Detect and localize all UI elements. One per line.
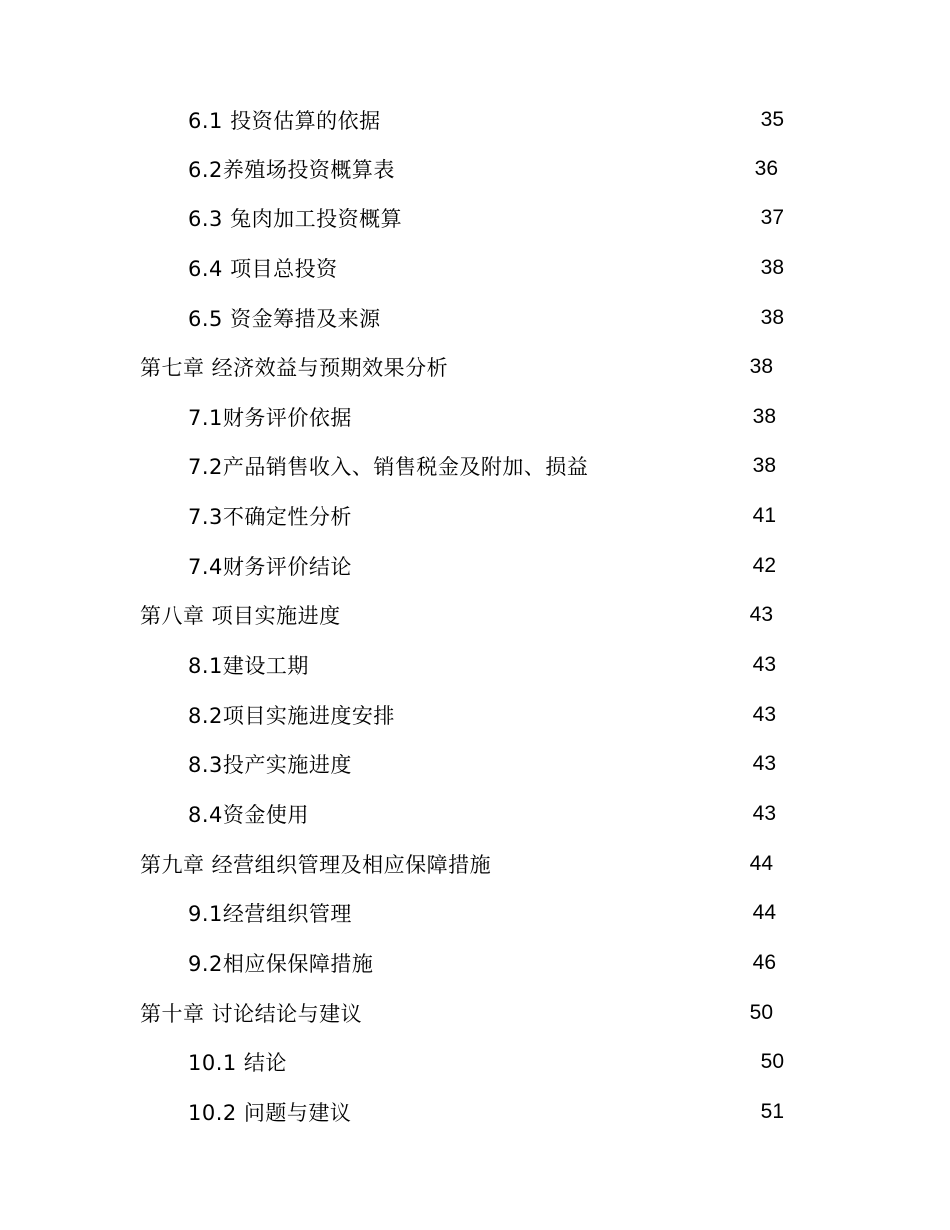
toc-entry-6-1[interactable] — [188, 100, 784, 140]
toc-entry-title: 第九章 经营组织管理及相应保障措施 — [140, 853, 492, 877]
toc-dot-leader — [364, 993, 748, 1033]
toc-dot-leader — [353, 1092, 759, 1132]
toc-dot-leader — [397, 695, 752, 735]
toc-entry-title: 10.2 问题与建议 — [188, 1101, 352, 1125]
toc-entry-7-3[interactable] — [188, 496, 776, 536]
toc-entry-title: 6.1 投资估算的依据 — [188, 109, 381, 133]
toc-page-number: 37 — [760, 206, 784, 229]
toc-page-number: 35 — [760, 108, 784, 131]
toc-entry-title: 7.4财务评价结论 — [188, 555, 352, 579]
toc-entry-title: 9.1经营组织管理 — [188, 902, 352, 926]
toc-page-number: 38 — [760, 306, 784, 329]
toc-entry-8-2[interactable] — [188, 695, 776, 735]
toc-chapter-7[interactable] — [140, 347, 773, 387]
toc-dot-leader — [354, 496, 752, 536]
toc-page-number: 42 — [752, 554, 776, 577]
toc-page-number: 38 — [749, 355, 773, 378]
toc-page-number: 50 — [760, 1050, 784, 1073]
toc-entry-6-3[interactable] — [188, 198, 784, 238]
toc-page-number: 43 — [752, 703, 776, 726]
toc-entry-6-5[interactable] — [188, 298, 784, 338]
toc-chapter-8[interactable] — [140, 595, 773, 635]
toc-page-number: 41 — [752, 504, 776, 527]
toc-entry-8-4[interactable] — [188, 794, 776, 834]
toc-page-number: 43 — [752, 802, 776, 825]
toc-page-number: 44 — [752, 901, 776, 924]
toc-dot-leader — [340, 248, 760, 288]
toc-entry-9-2[interactable] — [188, 943, 776, 983]
toc-dot-leader — [397, 149, 754, 189]
toc-chapter-10[interactable] — [140, 993, 773, 1033]
toc-entry-title: 6.5 资金筹措及来源 — [188, 307, 381, 331]
toc-page-number: 43 — [752, 752, 776, 775]
toc-entry-8-3[interactable] — [188, 744, 776, 784]
toc-entry-title: 6.4 项目总投资 — [188, 257, 338, 281]
toc-dot-leader — [354, 397, 752, 437]
toc-chapter-9[interactable] — [140, 844, 773, 884]
toc-entry-title: 第七章 经济效益与预期效果分析 — [140, 356, 449, 380]
toc-entry-title: 7.1财务评价依据 — [188, 406, 352, 430]
toc-entry-title: 8.3投产实施进度 — [188, 753, 352, 777]
toc-dot-leader — [450, 347, 748, 387]
toc-dot-leader — [590, 446, 751, 486]
toc-entry-6-4[interactable] — [188, 248, 784, 288]
toc-entry-10-1[interactable] — [188, 1042, 784, 1082]
toc-entry-title: 6.2养殖场投资概算表 — [188, 158, 395, 182]
toc-dot-leader — [311, 794, 752, 834]
toc-entry-title: 10.1 结论 — [188, 1051, 287, 1075]
toc-page-number: 36 — [754, 157, 778, 180]
toc-entry-6-2[interactable] — [188, 149, 778, 189]
toc-dot-leader — [354, 893, 752, 933]
toc-dot-leader — [343, 595, 749, 635]
toc-page-number: 38 — [752, 405, 776, 428]
toc-entry-title: 8.2项目实施进度安排 — [188, 704, 395, 728]
toc-page-number: 43 — [749, 603, 773, 626]
toc-dot-leader — [493, 844, 748, 884]
toc-entry-title: 8.4资金使用 — [188, 803, 309, 827]
toc-entry-title: 8.1建设工期 — [188, 654, 309, 678]
toc-entry-8-1[interactable] — [188, 645, 776, 685]
toc-entry-title: 6.3 兔肉加工投资概算 — [188, 207, 403, 231]
toc-page-number: 50 — [749, 1001, 773, 1024]
toc-dot-leader — [311, 645, 752, 685]
toc-entry-title: 7.2产品销售收入、销售税金及附加、损益 — [188, 455, 589, 479]
toc-entry-7-4[interactable] — [188, 546, 776, 586]
toc-page-number: 43 — [752, 653, 776, 676]
toc-dot-leader — [289, 1042, 760, 1082]
toc-entry-title: 第八章 项目实施进度 — [140, 604, 341, 628]
toc-page-number: 38 — [760, 256, 784, 279]
toc-dot-leader — [383, 298, 760, 338]
toc-entry-title: 第十章 讨论结论与建议 — [140, 1002, 363, 1026]
toc-dot-leader — [375, 943, 751, 983]
toc-page-number: 38 — [752, 454, 776, 477]
toc-entry-7-1[interactable] — [188, 397, 776, 437]
toc-dot-leader — [354, 744, 752, 784]
toc-entry-7-2[interactable] — [188, 446, 776, 486]
toc-entry-title: 9.2相应保保障措施 — [188, 952, 374, 976]
toc-dot-leader — [354, 546, 752, 586]
toc-page-number: 51 — [760, 1100, 784, 1123]
toc-page-number: 44 — [749, 852, 773, 875]
toc-entry-10-2[interactable] — [188, 1092, 784, 1132]
toc-dot-leader — [404, 198, 760, 238]
toc-page-number: 46 — [752, 951, 776, 974]
toc-dot-leader — [383, 100, 760, 140]
toc-entry-title: 7.3不确定性分析 — [188, 505, 352, 529]
toc-entry-9-1[interactable] — [188, 893, 776, 933]
